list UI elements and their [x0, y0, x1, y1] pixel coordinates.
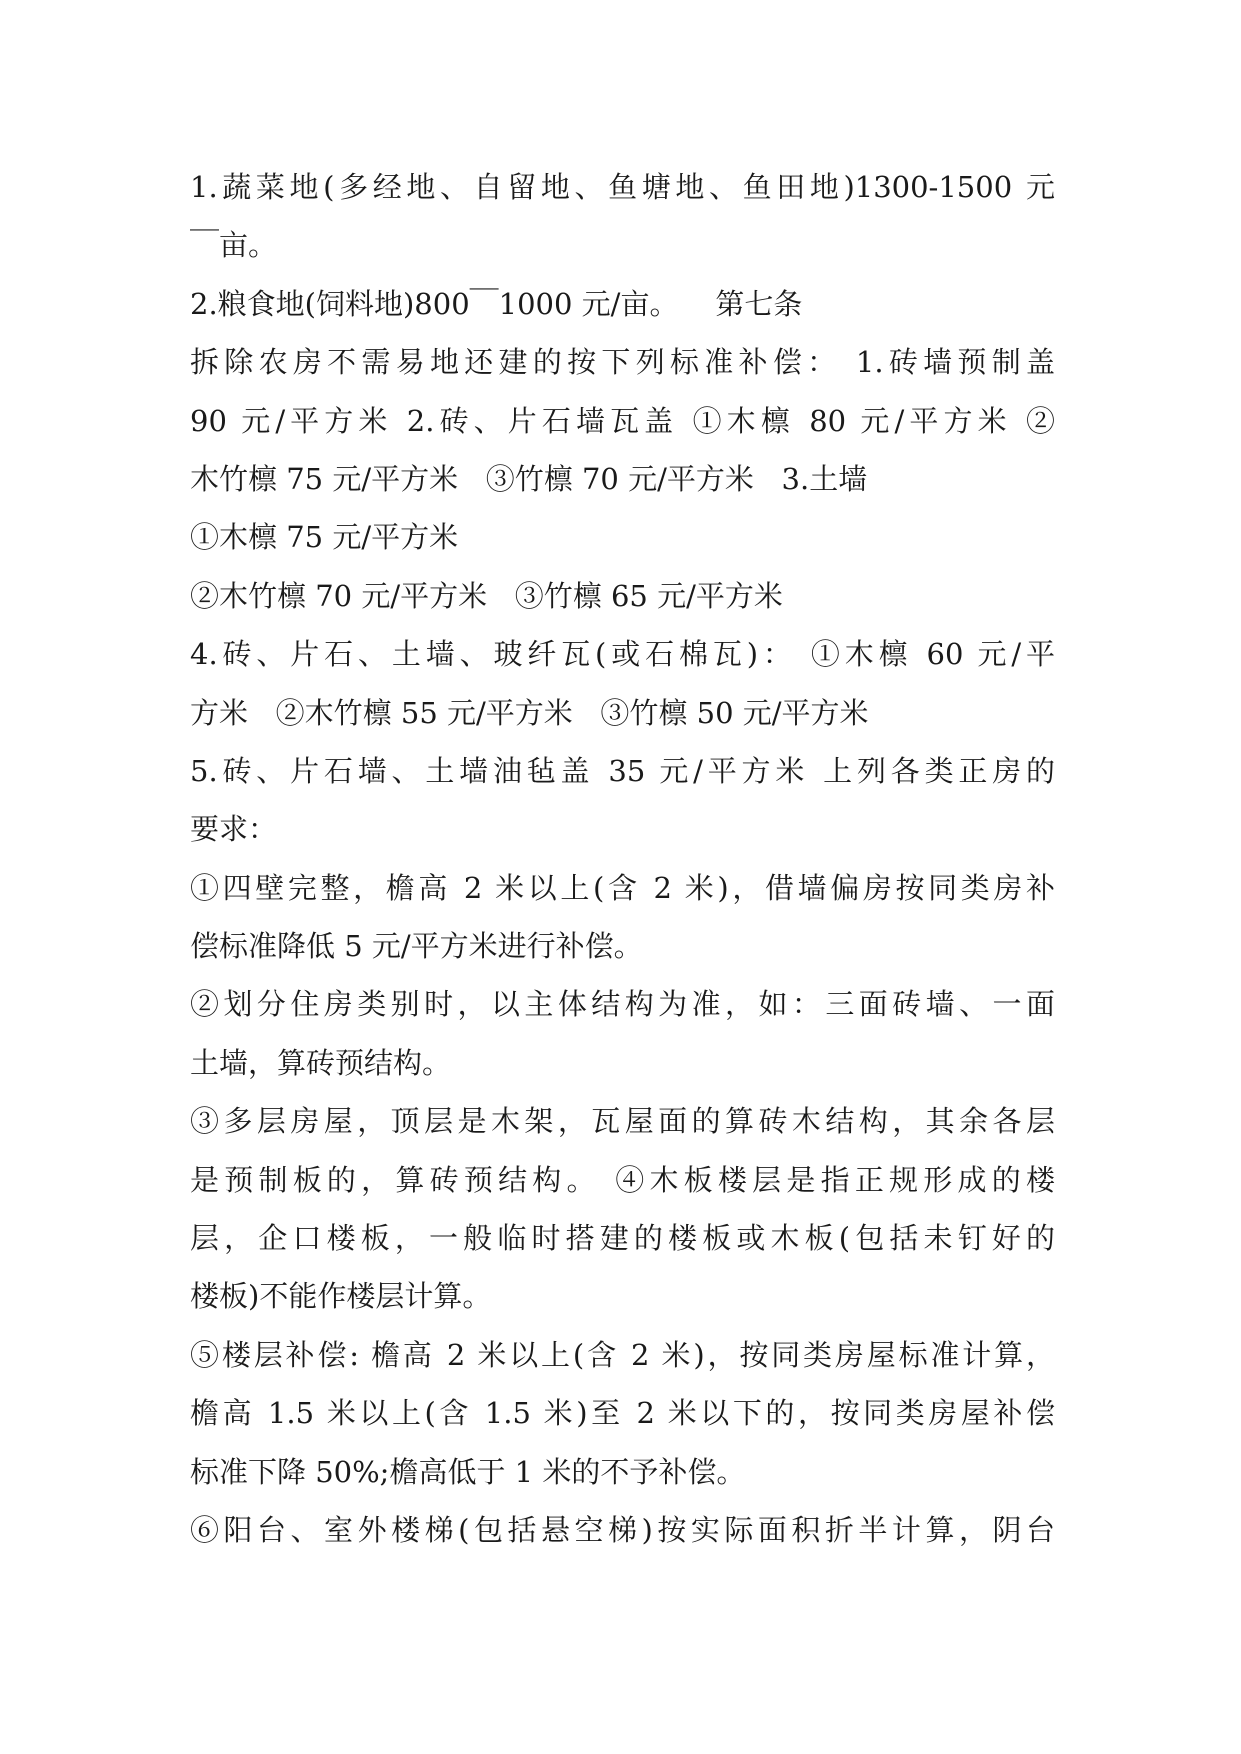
text-line: 木竹檩 75 元/平方米 ③竹檩 70 元/平方米 3.土墙: [190, 461, 868, 496]
text-line: 是预制板的，算砖预结构。 ④木板楼层是指正规形成的楼: [190, 1162, 1055, 1197]
text-line: ③多层房屋，顶层是木架，瓦屋面的算砖木结构，其余各层: [190, 1104, 1055, 1139]
text-line: ①木檩 75 元/平方米: [190, 520, 459, 555]
text-line: ①四壁完整，檐高 2 米以上(含 2 米)，借墙偏房按同类房补: [190, 870, 1055, 905]
text-line: 方米 ②木竹檩 55 元/平方米 ③竹檩 50 元/平方米: [190, 695, 869, 730]
text-line: 土墙，算砖预结构。: [190, 1045, 452, 1080]
document-body: [190, 158, 1055, 1559]
text-line: ⑥阳台、室外楼梯(包括悬空梯)按实际面积折半计算，阴台: [190, 1512, 1055, 1547]
text-line: 5.砖、片石墙、土墙油毡盖 35 元/平方米 上列各类正房的: [190, 753, 1055, 788]
text-line: 要求：: [190, 812, 278, 847]
text-line: 1.蔬菜地(多经地、自留地、鱼塘地、鱼田地)1300-1500 元: [190, 170, 1055, 204]
text-line: 偿标准降低 5 元/平方米进行补偿。: [190, 929, 643, 964]
text-line: 2.粮食地(饲料地)800￣1000 元/亩。 第七条: [190, 286, 803, 321]
text-line: ②木竹檩 70 元/平方米 ③竹檩 65 元/平方米: [190, 578, 783, 613]
text-line: 90 元/平方米 2.砖、片石墙瓦盖 ①木檩 80 元/平方米 ②: [190, 403, 1055, 438]
text-line: 拆除农房不需易地还建的按下列标准补偿： 1.砖墙预制盖: [190, 345, 1055, 380]
text-line: ⑤楼层补偿: 檐高 2 米以上(含 2 米)，按同类房屋标准计算，: [190, 1337, 1055, 1372]
text-line: 楼板)不能作楼层计算。: [190, 1279, 492, 1314]
text-line: 标准下降 50%;檐高低于 1 米的不予补偿。: [190, 1454, 746, 1489]
text-line: 4.砖、片石、土墙、玻纤瓦(或石棉瓦)： ①木檩 60 元/平: [190, 637, 1055, 672]
text-line: 檐高 1.5 米以上(含 1.5 米)至 2 米以下的，按同类房屋补偿: [190, 1396, 1055, 1431]
text-line: ②划分住房类别时，以主体结构为准，如：三面砖墙、一面: [190, 987, 1055, 1022]
text-line: ￣亩。: [190, 228, 278, 263]
text-line: 层，企口楼板，一般临时搭建的楼板或木板(包括未钉好的: [190, 1221, 1055, 1256]
